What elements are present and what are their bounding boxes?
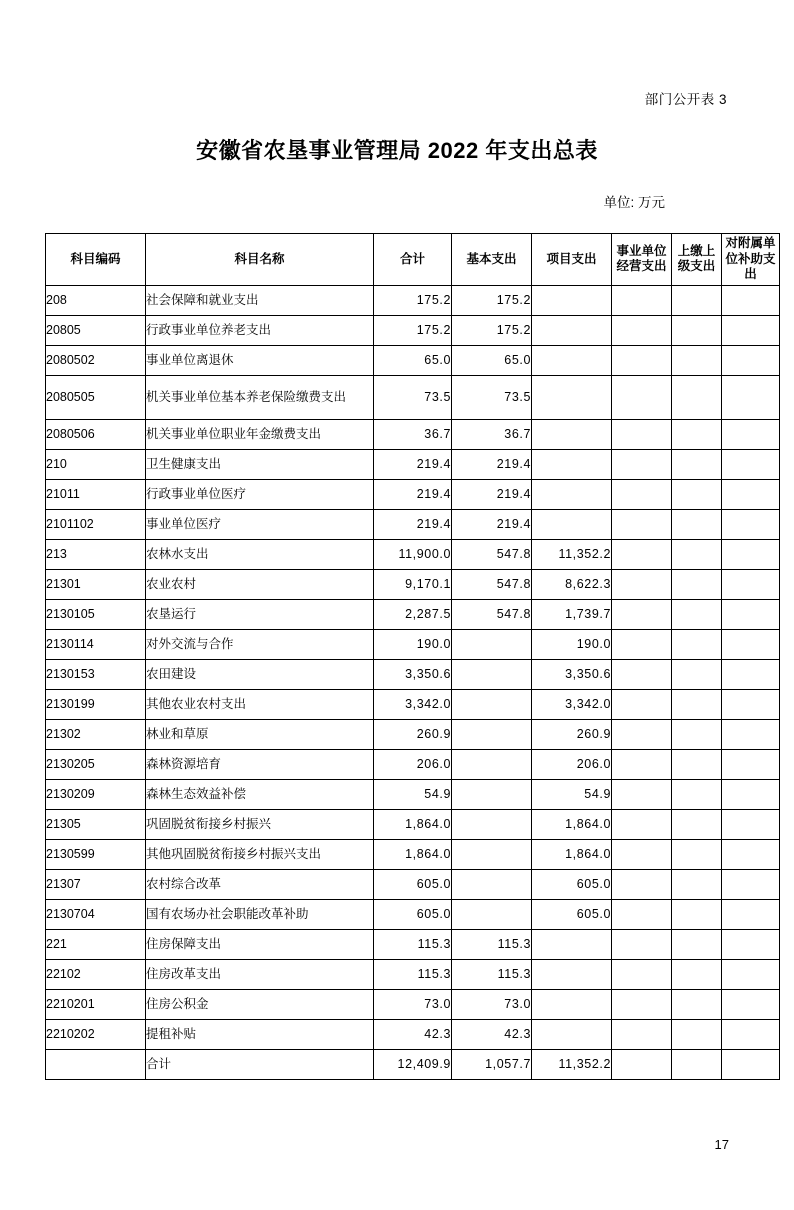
- cell-operating: [612, 809, 672, 839]
- cell-name: 林业和草原: [146, 719, 374, 749]
- cell-operating: [612, 719, 672, 749]
- table-row: [46, 659, 780, 689]
- cell-basic: 547.8: [452, 539, 532, 569]
- cell-total: 219.4: [374, 509, 452, 539]
- column-header-code: 科目编码: [46, 234, 146, 286]
- table-row: [46, 449, 780, 479]
- cell-basic: 219.4: [452, 449, 532, 479]
- cell-subsidy: [722, 869, 780, 899]
- cell-code: 2080506: [46, 419, 146, 449]
- cell-code: 2210201: [46, 989, 146, 1019]
- table-row: [46, 629, 780, 659]
- cell-basic: 36.7: [452, 419, 532, 449]
- cell-upper: [672, 749, 722, 779]
- table-row: [46, 749, 780, 779]
- cell-subsidy: [722, 375, 780, 419]
- cell-total: 11,900.0: [374, 539, 452, 569]
- cell-project: [532, 479, 612, 509]
- cell-basic: [452, 629, 532, 659]
- cell-subsidy: [722, 989, 780, 1019]
- cell-basic: 219.4: [452, 479, 532, 509]
- table-row: [46, 599, 780, 629]
- cell-name: 合计: [146, 1049, 374, 1079]
- cell-code: [46, 1049, 146, 1079]
- cell-code: 2130114: [46, 629, 146, 659]
- table-row: [46, 839, 780, 869]
- cell-upper: [672, 375, 722, 419]
- cell-subsidy: [722, 569, 780, 599]
- cell-code: 21305: [46, 809, 146, 839]
- cell-total: 1,864.0: [374, 839, 452, 869]
- cell-total: 115.3: [374, 959, 452, 989]
- cell-name: 农垦运行: [146, 599, 374, 629]
- cell-basic: 547.8: [452, 569, 532, 599]
- cell-upper: [672, 449, 722, 479]
- cell-project: [532, 449, 612, 479]
- cell-code: 2130209: [46, 779, 146, 809]
- cell-subsidy: [722, 599, 780, 629]
- cell-operating: [612, 689, 672, 719]
- table-row: [46, 1049, 780, 1079]
- cell-name: 住房保障支出: [146, 929, 374, 959]
- cell-subsidy: [722, 929, 780, 959]
- cell-subsidy: [722, 539, 780, 569]
- cell-operating: [612, 989, 672, 1019]
- cell-subsidy: [722, 345, 780, 375]
- table-row: [46, 419, 780, 449]
- cell-project: 260.9: [532, 719, 612, 749]
- table-row: [46, 809, 780, 839]
- cell-project: [532, 375, 612, 419]
- cell-name: 提租补贴: [146, 1019, 374, 1049]
- cell-project: 3,342.0: [532, 689, 612, 719]
- table-row: [46, 375, 780, 419]
- cell-upper: [672, 659, 722, 689]
- cell-total: 54.9: [374, 779, 452, 809]
- cell-upper: [672, 479, 722, 509]
- table-row: [46, 479, 780, 509]
- cell-total: 3,350.6: [374, 659, 452, 689]
- cell-code: 2101102: [46, 509, 146, 539]
- cell-basic: 115.3: [452, 959, 532, 989]
- cell-upper: [672, 779, 722, 809]
- table-row: [46, 1019, 780, 1049]
- cell-code: 2130199: [46, 689, 146, 719]
- unit-label: 单位: 万元: [603, 195, 665, 210]
- cell-operating: [612, 285, 672, 315]
- cell-name: 国有农场办社会职能改革补助: [146, 899, 374, 929]
- cell-total: 605.0: [374, 899, 452, 929]
- cell-total: 65.0: [374, 345, 452, 375]
- cell-project: [532, 285, 612, 315]
- cell-name: 农业农村: [146, 569, 374, 599]
- column-header-name: 科目名称: [146, 234, 374, 286]
- cell-subsidy: [722, 689, 780, 719]
- cell-project: 605.0: [532, 869, 612, 899]
- cell-operating: [612, 929, 672, 959]
- cell-upper: [672, 809, 722, 839]
- cell-operating: [612, 839, 672, 869]
- cell-operating: [612, 419, 672, 449]
- cell-name: 机关事业单位职业年金缴费支出: [146, 419, 374, 449]
- column-header-total: 合计: [374, 234, 452, 286]
- table-row: [46, 689, 780, 719]
- cell-basic: 547.8: [452, 599, 532, 629]
- cell-subsidy: [722, 1019, 780, 1049]
- cell-upper: [672, 509, 722, 539]
- cell-total: 1,864.0: [374, 809, 452, 839]
- cell-subsidy: [722, 629, 780, 659]
- cell-name: 住房公积金: [146, 989, 374, 1019]
- cell-project: [532, 315, 612, 345]
- column-header-project: 项目支出: [532, 234, 612, 286]
- table-row: [46, 899, 780, 929]
- cell-name: 森林资源培育: [146, 749, 374, 779]
- table-row: [46, 569, 780, 599]
- cell-operating: [612, 539, 672, 569]
- cell-basic: 73.5: [452, 375, 532, 419]
- cell-name: 卫生健康支出: [146, 449, 374, 479]
- cell-operating: [612, 1019, 672, 1049]
- cell-subsidy: [722, 659, 780, 689]
- table-row: [46, 869, 780, 899]
- cell-total: 190.0: [374, 629, 452, 659]
- cell-project: 11,352.2: [532, 1049, 612, 1079]
- cell-code: 2130153: [46, 659, 146, 689]
- cell-total: 219.4: [374, 449, 452, 479]
- cell-total: 73.5: [374, 375, 452, 419]
- cell-name: 事业单位离退休: [146, 345, 374, 375]
- cell-name: 其他巩固脱贫衔接乡村振兴支出: [146, 839, 374, 869]
- column-header-subsidy: 对附属单位补助支出: [722, 234, 780, 286]
- table-row: [46, 509, 780, 539]
- cell-upper: [672, 345, 722, 375]
- page-number: 17: [714, 1137, 729, 1152]
- cell-upper: [672, 285, 722, 315]
- cell-upper: [672, 419, 722, 449]
- cell-project: 1,864.0: [532, 839, 612, 869]
- cell-project: 11,352.2: [532, 539, 612, 569]
- cell-subsidy: [722, 779, 780, 809]
- cell-operating: [612, 1049, 672, 1079]
- cell-operating: [612, 479, 672, 509]
- cell-project: 1,864.0: [532, 809, 612, 839]
- cell-project: [532, 419, 612, 449]
- cell-code: 2080505: [46, 375, 146, 419]
- cell-operating: [612, 899, 672, 929]
- cell-code: 21301: [46, 569, 146, 599]
- column-header-operating: 事业单位经营支出: [612, 234, 672, 286]
- page-title: 安徽省农垦事业管理局 2022 年支出总表: [196, 138, 598, 163]
- cell-basic: 115.3: [452, 929, 532, 959]
- cell-subsidy: [722, 509, 780, 539]
- cell-subsidy: [722, 719, 780, 749]
- cell-upper: [672, 929, 722, 959]
- cell-project: [532, 509, 612, 539]
- cell-total: 260.9: [374, 719, 452, 749]
- cell-project: 54.9: [532, 779, 612, 809]
- column-header-upper: 上缴上级支出: [672, 234, 722, 286]
- cell-basic: [452, 779, 532, 809]
- cell-total: 36.7: [374, 419, 452, 449]
- cell-operating: [612, 449, 672, 479]
- cell-total: 605.0: [374, 869, 452, 899]
- table-row: [46, 285, 780, 315]
- cell-total: 206.0: [374, 749, 452, 779]
- cell-name: 行政事业单位养老支出: [146, 315, 374, 345]
- cell-basic: 1,057.7: [452, 1049, 532, 1079]
- cell-project: 605.0: [532, 899, 612, 929]
- table-row: [46, 989, 780, 1019]
- cell-operating: [612, 659, 672, 689]
- cell-code: 2210202: [46, 1019, 146, 1049]
- cell-code: 2130105: [46, 599, 146, 629]
- cell-operating: [612, 869, 672, 899]
- cell-upper: [672, 989, 722, 1019]
- cell-upper: [672, 315, 722, 345]
- cell-basic: 175.2: [452, 315, 532, 345]
- cell-name: 对外交流与合作: [146, 629, 374, 659]
- cell-project: [532, 929, 612, 959]
- cell-total: 175.2: [374, 315, 452, 345]
- cell-code: 2130599: [46, 839, 146, 869]
- cell-upper: [672, 1049, 722, 1079]
- table-row: [46, 315, 780, 345]
- cell-total: 12,409.9: [374, 1049, 452, 1079]
- cell-basic: 175.2: [452, 285, 532, 315]
- cell-upper: [672, 869, 722, 899]
- cell-operating: [612, 315, 672, 345]
- cell-operating: [612, 779, 672, 809]
- cell-upper: [672, 959, 722, 989]
- cell-code: 22102: [46, 959, 146, 989]
- cell-name: 巩固脱贫衔接乡村振兴: [146, 809, 374, 839]
- cell-code: 208: [46, 285, 146, 315]
- cell-code: 21011: [46, 479, 146, 509]
- document-page: [0, 88, 794, 1210]
- cell-total: 175.2: [374, 285, 452, 315]
- cell-project: 190.0: [532, 629, 612, 659]
- cell-code: 210: [46, 449, 146, 479]
- cell-basic: [452, 689, 532, 719]
- cell-name: 住房改革支出: [146, 959, 374, 989]
- cell-name: 事业单位医疗: [146, 509, 374, 539]
- cell-operating: [612, 375, 672, 419]
- cell-basic: 219.4: [452, 509, 532, 539]
- cell-name: 机关事业单位基本养老保险缴费支出: [146, 375, 374, 419]
- cell-upper: [672, 1019, 722, 1049]
- cell-total: 73.0: [374, 989, 452, 1019]
- form-label: 部门公开表 3: [644, 92, 727, 107]
- cell-code: 2130704: [46, 899, 146, 929]
- cell-project: 8,622.3: [532, 569, 612, 599]
- cell-operating: [612, 509, 672, 539]
- cell-operating: [612, 749, 672, 779]
- cell-total: 219.4: [374, 479, 452, 509]
- cell-operating: [612, 629, 672, 659]
- table-row: [46, 779, 780, 809]
- table-row: [46, 719, 780, 749]
- cell-upper: [672, 569, 722, 599]
- cell-basic: 42.3: [452, 1019, 532, 1049]
- cell-code: 2130205: [46, 749, 146, 779]
- cell-upper: [672, 599, 722, 629]
- cell-name: 农田建设: [146, 659, 374, 689]
- table-row: [46, 929, 780, 959]
- cell-subsidy: [722, 449, 780, 479]
- cell-project: 3,350.6: [532, 659, 612, 689]
- table-row: [46, 959, 780, 989]
- cell-operating: [612, 569, 672, 599]
- cell-project: [532, 959, 612, 989]
- cell-subsidy: [722, 899, 780, 929]
- cell-code: 2080502: [46, 345, 146, 375]
- cell-upper: [672, 899, 722, 929]
- expenditure-table: [45, 233, 780, 1080]
- cell-subsidy: [722, 285, 780, 315]
- cell-code: 221: [46, 929, 146, 959]
- cell-name: 社会保障和就业支出: [146, 285, 374, 315]
- cell-basic: [452, 839, 532, 869]
- cell-total: 42.3: [374, 1019, 452, 1049]
- cell-code: 213: [46, 539, 146, 569]
- cell-upper: [672, 539, 722, 569]
- cell-name: 森林生态效益补偿: [146, 779, 374, 809]
- cell-name: 农林水支出: [146, 539, 374, 569]
- cell-basic: [452, 899, 532, 929]
- cell-total: 9,170.1: [374, 569, 452, 599]
- cell-upper: [672, 719, 722, 749]
- cell-operating: [612, 599, 672, 629]
- cell-total: 2,287.5: [374, 599, 452, 629]
- cell-subsidy: [722, 419, 780, 449]
- cell-code: 20805: [46, 315, 146, 345]
- cell-subsidy: [722, 315, 780, 345]
- cell-total: 115.3: [374, 929, 452, 959]
- table-header-row: [46, 234, 780, 286]
- cell-upper: [672, 689, 722, 719]
- cell-subsidy: [722, 479, 780, 509]
- column-header-basic: 基本支出: [452, 234, 532, 286]
- cell-project: [532, 1019, 612, 1049]
- cell-subsidy: [722, 809, 780, 839]
- cell-basic: 65.0: [452, 345, 532, 375]
- cell-subsidy: [722, 1049, 780, 1079]
- cell-code: 21302: [46, 719, 146, 749]
- cell-project: 1,739.7: [532, 599, 612, 629]
- cell-subsidy: [722, 959, 780, 989]
- cell-total: 3,342.0: [374, 689, 452, 719]
- cell-upper: [672, 629, 722, 659]
- cell-name: 农村综合改革: [146, 869, 374, 899]
- table-row: [46, 345, 780, 375]
- cell-operating: [612, 959, 672, 989]
- cell-basic: [452, 749, 532, 779]
- cell-name: 其他农业农村支出: [146, 689, 374, 719]
- cell-project: [532, 989, 612, 1019]
- cell-project: 206.0: [532, 749, 612, 779]
- cell-basic: [452, 809, 532, 839]
- cell-project: [532, 345, 612, 375]
- cell-operating: [612, 345, 672, 375]
- cell-basic: [452, 869, 532, 899]
- cell-code: 21307: [46, 869, 146, 899]
- cell-upper: [672, 839, 722, 869]
- table-row: [46, 539, 780, 569]
- cell-subsidy: [722, 839, 780, 869]
- cell-basic: 73.0: [452, 989, 532, 1019]
- cell-basic: [452, 659, 532, 689]
- cell-basic: [452, 719, 532, 749]
- cell-name: 行政事业单位医疗: [146, 479, 374, 509]
- cell-subsidy: [722, 749, 780, 779]
